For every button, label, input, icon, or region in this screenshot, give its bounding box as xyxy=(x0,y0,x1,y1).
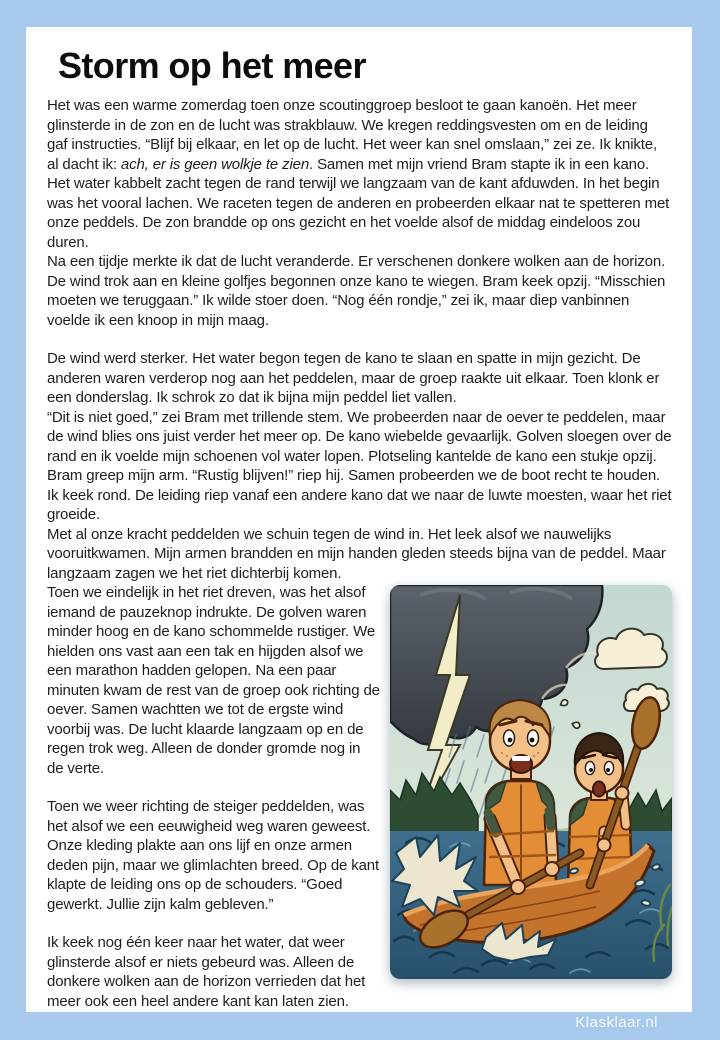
text-segment: Met al onze kracht peddelden we schuin tegen de wind in. Het leek alsof we nauwelijks vooruitkwamen. Mijn armen brandden en mijn handen gleden steeds bijna van de peddel. Maar langzaam zagen we het riet dichterbij komen. xyxy=(47,525,666,582)
paragraph xyxy=(47,525,672,584)
paragraph-cluster xyxy=(47,96,672,330)
text-segment: De wind werd sterker. Het water begon tegen de kano te slaan en spatte in mijn gezicht. De anderen waren verderop nog aan het peddelen, maar de groep raakte uit elkaar. Toen klonk er een donderslag. Ik schrok zo dat ik bijna mijn peddel liet vallen. xyxy=(47,350,660,407)
text-segment: Toen we eindelijk in het riet dreven, was het alsof iemand de pauzeknop indrukte. De golven waren minder hoog en de kano schommelde rustiger. We hielden ons vast aan een tak en hijgden alsof we een marathon hadden gelopen. Na een paar minuten kwam de rest van de groep ook richting de oever. Samen wachtten we tot de ergste wind voorbij was. De lucht klaarde langzaam op en de regen trok weg. Alleen de donder gromde nog in de verte. xyxy=(47,584,380,777)
paragraph xyxy=(47,252,672,330)
article-body-bottom xyxy=(47,583,672,1011)
text-segment: Ik keek nog één keer naar het water, dat weer glinsterde alsof er niets gebeurd was. Alleen de donkere wolken aan de horizon verrieden dat het meer ook een heel andere kant kan laten zien. xyxy=(47,934,366,1010)
article-body-top xyxy=(47,96,672,583)
text-segment: “Dit is niet goed,” zei Bram met trillende stem. We probeerden naar de oever te peddelen, maar de wind blies ons juist verder het meer op. De kano wiebelde gevaarlijk. Golven sloegen over de rand en ik voelde mijn schoenen vol water lopen. Plotseling kantelde de kano een stukje opzij. Bram greep mijn arm. “Rustig blijven!” riep hij. Samen probeerden we de boot recht te houden. Ik keek rond. De leiding riep vanaf een andere kano dat we naar de luwte moesten, waar het riet groeide. xyxy=(47,408,672,524)
storm-canoe-illustration-svg xyxy=(390,585,672,979)
italic-text-segment: ach, er is geen wolkje te zien xyxy=(120,155,310,173)
paragraph xyxy=(47,408,672,525)
page-title: Storm op het meer xyxy=(58,45,366,86)
text-segment: Na een tijdje merkte ik dat de lucht veranderde. Er verschenen donkere wolken aan de horizon. De wind trok aan en kleine golfjes begonnen onze kano te wiegen. Bram keek opzij. “Misschien moeten we teruggaan.” Ik wilde stoer doen. “Nog één rondje,” zei ik, maar diep vanbinnen voelde ik een knoop in mijn maag. xyxy=(47,253,666,329)
text-segment: Toen we weer richting de steiger peddelden, was het alsof we een eeuwigheid weg waren geweest. Onze kleding plakte aan ons lijf en onze armen deden pijn, maar we glimlachten breed. Op de kant klapte de leiding ons op de schouders. “Goed gewerkt. Jullie zijn kalm gebleven.” xyxy=(47,798,380,913)
text-segment: . Samen met mijn vriend Bram stapte ik in een kano. Het water kabbelt zacht tegen de rand terwijl we langzaam van de kant afduwden. In het begin was het vooral lachen. We raceten tegen de anderen en probeerden elkaar nat te spetteren met onze peddels. De zon brandde op ons gezicht en het voelde alsof de middag eindeloos zou duren. xyxy=(47,155,670,251)
paper xyxy=(26,27,692,1012)
paragraph-cluster xyxy=(47,349,672,583)
text-segment: Het was een warme zomerdag toen onze scoutinggroep besloot te gaan kanoën. Het meer glinsterde in de zon en de lucht was strakblauw. We kregen reddingsvesten om en de leiding gaf instructies. “Blijf bij elkaar, en let op de lucht. Het weer kan snel omslaan,” zei ze. Ik knikte, al dacht ik: xyxy=(47,97,657,173)
brand-watermark: Klasklaar.nl xyxy=(575,1014,658,1031)
paragraph xyxy=(47,349,672,408)
paragraph xyxy=(47,96,672,252)
storm-canoe-illustration xyxy=(390,585,672,979)
